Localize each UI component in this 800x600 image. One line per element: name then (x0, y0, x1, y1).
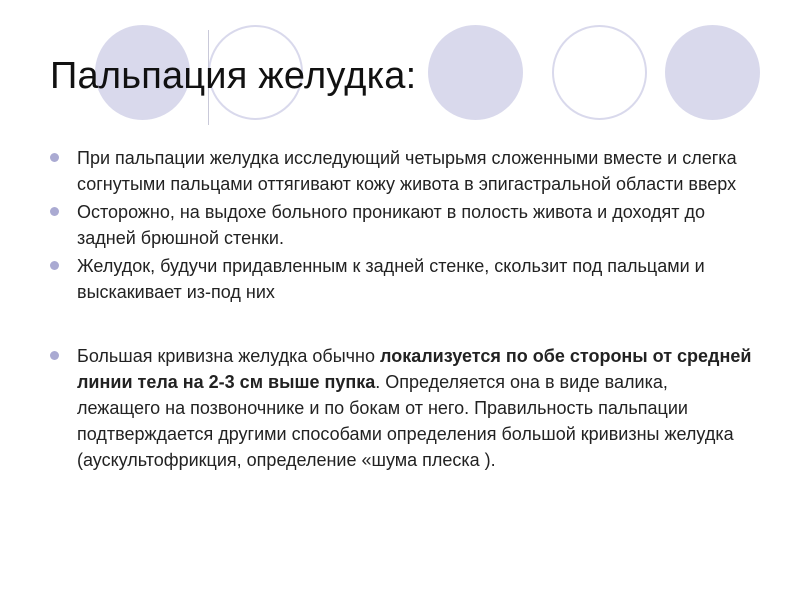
bullet-text-4-end: . Определяется она в виде валика, лежащего на позвоночнике и по бокам от него. Правильность пальпации подтверждается другими способами определения большой кривизны желудка (аускультофрикция, определение «шума плеска ). (77, 372, 734, 470)
bullet-dot-icon (50, 261, 59, 270)
bullet-dot-icon (50, 351, 59, 360)
bullet-item-3 (50, 253, 755, 305)
bullet-text-4-bold: локализуется по обе стороны от средней линии тела на 2-3 см выше пупка (77, 346, 752, 392)
bullet-dot-icon (50, 153, 59, 162)
bullet-text-2: Осторожно, на выдохе больного проникают в полость живота и доходят до задней брюшной стенки. (77, 202, 705, 248)
decorative-circle-3 (428, 25, 523, 120)
decorative-circle-4 (552, 25, 647, 120)
bullet-item-2 (50, 199, 755, 251)
decorative-circle-5 (665, 25, 760, 120)
bullet-list (50, 145, 755, 473)
bullet-text-4-start: Большая кривизна желудка обычно (77, 346, 381, 366)
bullet-item-1 (50, 145, 755, 197)
bullet-dot-icon (50, 207, 59, 216)
bullet-text-3: Желудок, будучи придавленным к задней стенке, скользит под пальцами и выскакивает из-под них (77, 256, 705, 302)
spacer (50, 305, 755, 343)
bullet-text-1: При пальпации желудка исследующий четырьмя сложенными вместе и слегка согнутыми пальцами оттягивают кожу живота в эпигастральной области вверх (77, 148, 737, 194)
bullet-item-4 (50, 343, 755, 473)
slide-title: Пальпация желудка: (50, 55, 417, 97)
